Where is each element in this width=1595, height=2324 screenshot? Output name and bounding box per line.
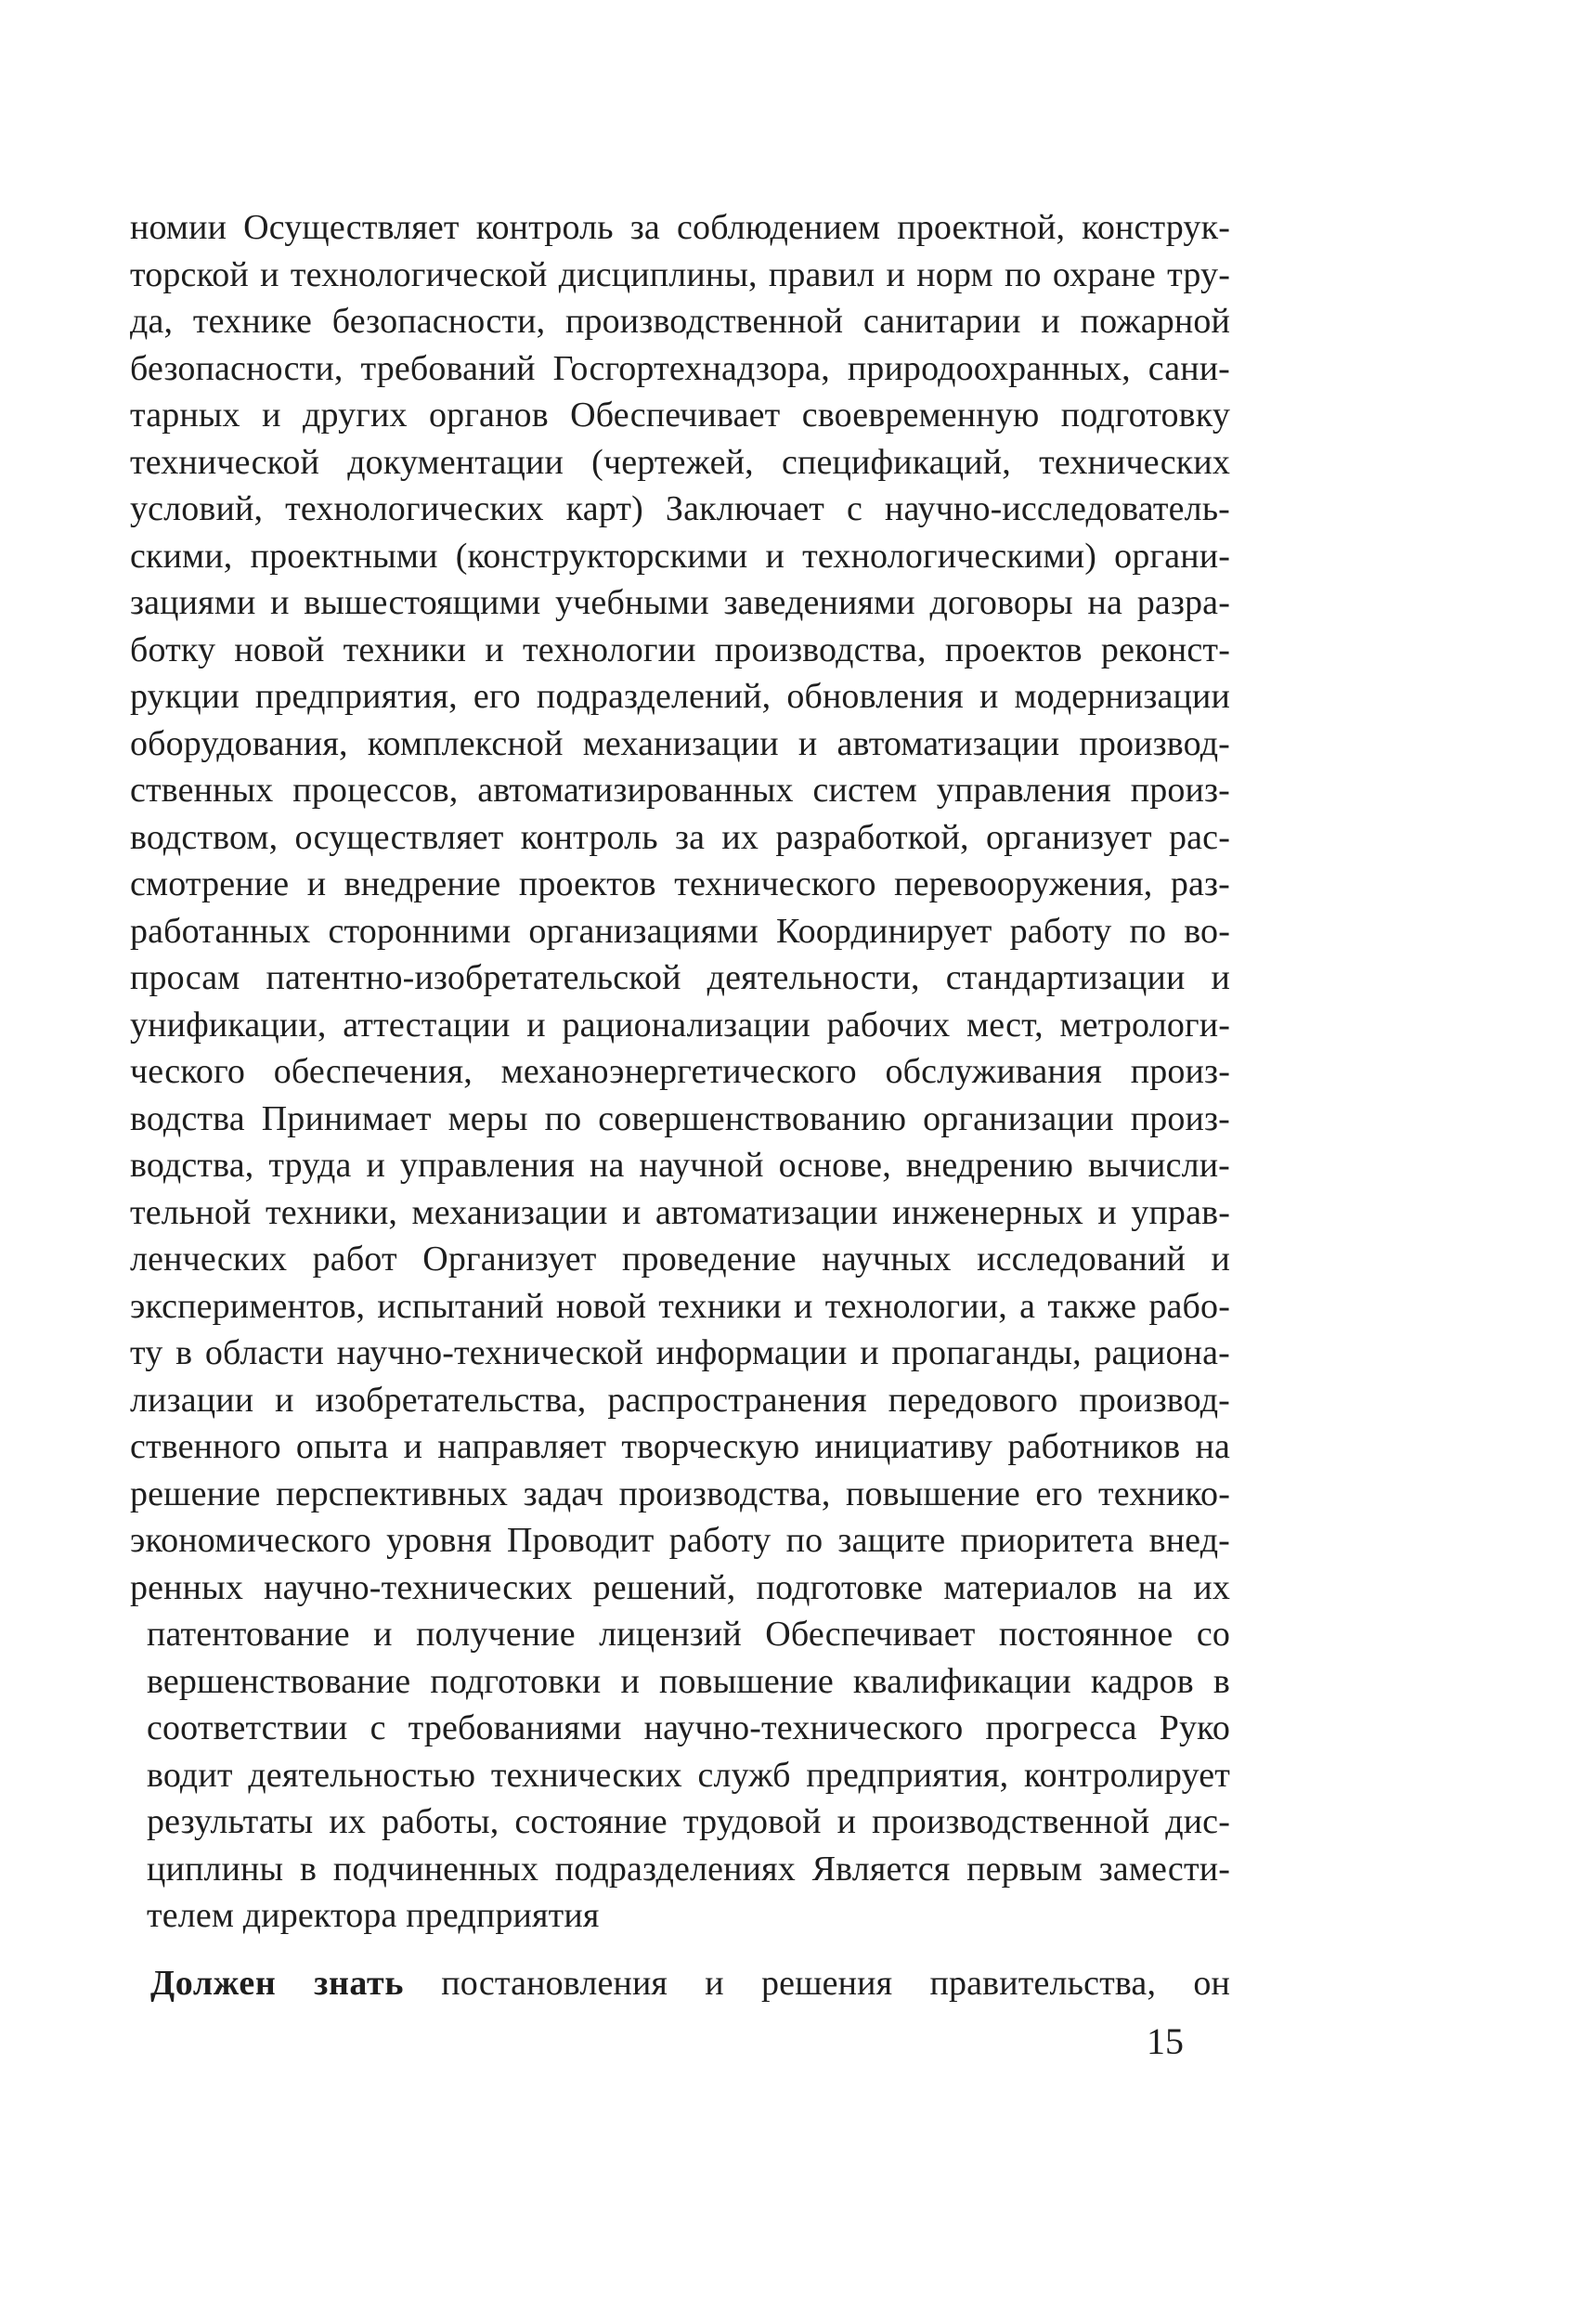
text-line: ту в области научно-технической информации и пропаганды, рациона- bbox=[130, 1333, 1230, 1372]
text-line: технической документации (чертежей, спецификаций, технических bbox=[130, 442, 1230, 482]
text-line: ботку новой техники и технологии производства, проектов реконст- bbox=[130, 630, 1230, 669]
text-line: зациями и вышестоящими учебными заведениями договоры на разра- bbox=[130, 583, 1230, 622]
text-line: оборудования, комплексной механизации и автоматизации производ- bbox=[130, 723, 1230, 763]
text-line: водит деятельностью технических служб предприятия, контролирует bbox=[147, 1755, 1230, 1795]
text-line: циплины в подчиненных подразделениях Является первым замести- bbox=[147, 1849, 1230, 1889]
text-line: вершенствование подготовки и повышение квалификации кадров в bbox=[147, 1661, 1230, 1701]
text-line: смотрение и внедрение проектов технического перевооружения, раз- bbox=[130, 864, 1230, 903]
text-line: экспериментов, испытаний новой техники и технологии, а также рабо- bbox=[130, 1286, 1230, 1326]
text-line: скими, проектными (конструкторскими и технологическими) органи- bbox=[130, 536, 1230, 576]
text-line: соответствии с требованиями научно-технического прогресса Руко bbox=[147, 1708, 1230, 1747]
next-paragraph-line bbox=[130, 1960, 1230, 2007]
text-line: водства, труда и управления на научной основе, внедрению вычисли- bbox=[130, 1146, 1230, 1185]
text-line: решение перспективных задач производства, повышение его технико- bbox=[130, 1474, 1230, 1513]
text-line: рукции предприятия, его подразделений, обновления и модернизации bbox=[130, 677, 1230, 716]
text-line: экономического уровня Проводит работу по защите приоритета внед- bbox=[130, 1521, 1230, 1560]
text-line: результаты их работы, состояние трудовой и производственной дис- bbox=[147, 1802, 1230, 1841]
text-line: ственных процессов, автоматизированных систем управления произ- bbox=[130, 771, 1230, 810]
text-line: ственного опыта и направляет творческую инициативу работников на bbox=[130, 1427, 1230, 1466]
text-line: да, технике безопасности, производственной санитарии и пожарной bbox=[130, 302, 1230, 341]
paragraph-text: постановления и решения правительства, он bbox=[441, 1963, 1230, 2003]
text-line: условий, технологических карт) Заключает с научно-исследователь- bbox=[130, 489, 1230, 528]
paragraph-lead: Должен знать bbox=[150, 1963, 405, 2003]
text-line: телем директора предприятия bbox=[147, 1896, 600, 1935]
text-line: ренных научно-технических решений, подготовке материалов на их bbox=[130, 1567, 1230, 1607]
body-text bbox=[130, 204, 1230, 2006]
text-line: патентование и получение лицензий Обеспечивает постоянное со bbox=[147, 1615, 1230, 1654]
page-number: 15 bbox=[1147, 2020, 1184, 2062]
text-line: ленческих работ Организует проведение научных исследований и bbox=[130, 1240, 1230, 1279]
text-line: просам патентно-изобретательской деятельности, стандартизации и bbox=[130, 958, 1230, 997]
text-line: номии Осуществляет контроль за соблюдением проектной, конструк- bbox=[130, 208, 1230, 247]
text-line: водства Принимает меры по совершенствованию организации произ- bbox=[130, 1098, 1230, 1138]
text-line: тельной техники, механизации и автоматизации инженерных и управ- bbox=[130, 1192, 1230, 1232]
text-line: лизации и изобретательства, распространения передового производ- bbox=[130, 1380, 1230, 1420]
text-line: торской и технологической дисциплины, правил и норм по охране тру- bbox=[130, 254, 1230, 294]
text-line: водством, осуществляет контроль за их разработкой, организует рас- bbox=[130, 817, 1230, 857]
text-line: ческого обеспечения, механоэнергетического обслуживания произ- bbox=[130, 1052, 1230, 1091]
text-line: безопасности, требований Госгортехнадзора, природоохранных, сани- bbox=[130, 348, 1230, 388]
text-line: работанных сторонними организациями Координирует работу по во- bbox=[130, 911, 1230, 951]
text-line: унификации, аттестации и рационализации рабочих мест, метрологи- bbox=[130, 1005, 1230, 1045]
text-line: тарных и других органов Обеспечивает своевременную подготовку bbox=[130, 396, 1230, 435]
